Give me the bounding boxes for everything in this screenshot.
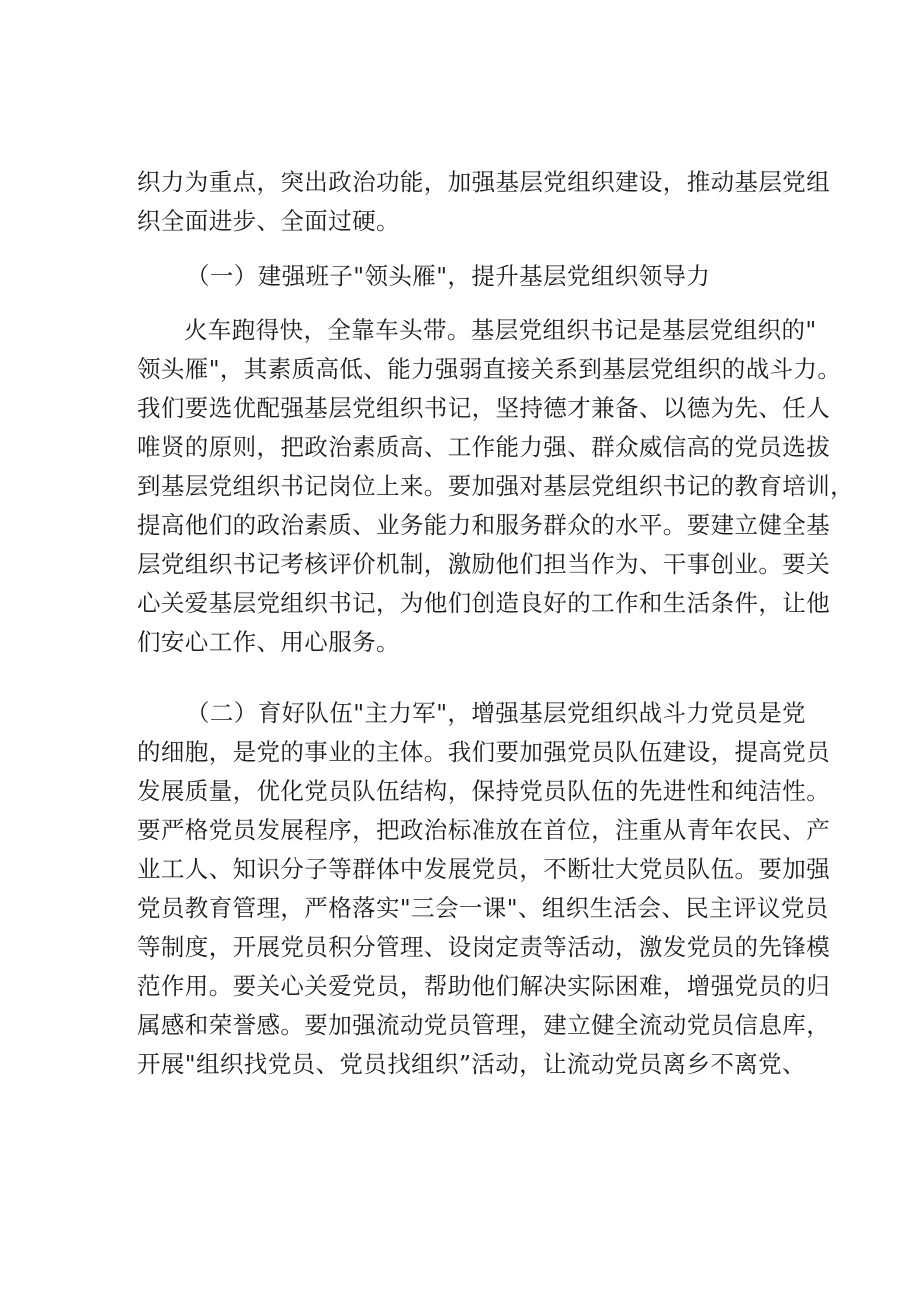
text-line: 的细胞，是党的事业的主体。我们要加强党员队伍建设，提高党员 — [137, 738, 831, 766]
text-line: 党员教育管理，严格落实"三会一课"、组织生活会、民主评议党员 — [137, 894, 829, 922]
text-line: 织力为重点，突出政治功能，加强基层党组织建设，推动基层党组 — [137, 168, 831, 196]
text-line: 到基层党组织书记岗位上来。要加强对基层党组织书记的教育培训， — [137, 472, 854, 500]
text-line: 发展质量，优化党员队伍结构，保持党员队伍的先进性和纯洁性。 — [137, 777, 831, 805]
text-line: 要严格党员发展程序，把政治标准放在首位，注重从青年农民、产 — [137, 816, 831, 844]
text-line: 开展"组织找党员、党员找组织”活动，让流动党员离乡不离党、 — [137, 1050, 806, 1078]
section-heading: （一）建强班子"领头雁"，提升基层党组织领导力 — [186, 262, 711, 290]
text-line: 属感和荣誉感。要加强流动党员管理，建立健全流动党员信息库， — [137, 1011, 831, 1039]
text-line: 们安心工作、用心服务。 — [137, 628, 400, 656]
text-line: 心关爱基层党组织书记，为他们创造良好的工作和生活条件，让他 — [137, 589, 831, 617]
text-line: 领头雁"，其素质高低、能力强弱直接关系到基层党组织的战斗力。 — [137, 355, 842, 383]
text-line: 织全面进步、全面过硬。 — [137, 207, 400, 235]
paragraph-first-line: 火车跑得快，全靠车头带。基层党组织书记是基层党组织的" — [184, 316, 817, 344]
text-line: 层党组织书记考核评价机制，激励他们担当作为、干事创业。要关 — [137, 550, 831, 578]
text-line: 等制度，开展党员积分管理、设岗定责等活动，激发党员的先锋模 — [137, 933, 831, 961]
text-line: 范作用。要关心关爱党员，帮助他们解决实际困难，增强党员的归 — [137, 972, 831, 1000]
section-heading: （二）育好队伍"主力军"，增强基层党组织战斗力党员是党 — [186, 699, 806, 727]
text-line: 我们要选优配强基层党组织书记，坚持德才兼备、以德为先、任人 — [137, 394, 831, 422]
text-line: 提高他们的政治素质、业务能力和服务群众的水平。要建立健全基 — [137, 511, 831, 539]
text-line: 唯贤的原则，把政治素质高、工作能力强、群众威信高的党员选拔 — [137, 433, 831, 461]
text-line: 业工人、知识分子等群体中发展党员，不断壮大党员队伍。要加强 — [137, 855, 831, 883]
